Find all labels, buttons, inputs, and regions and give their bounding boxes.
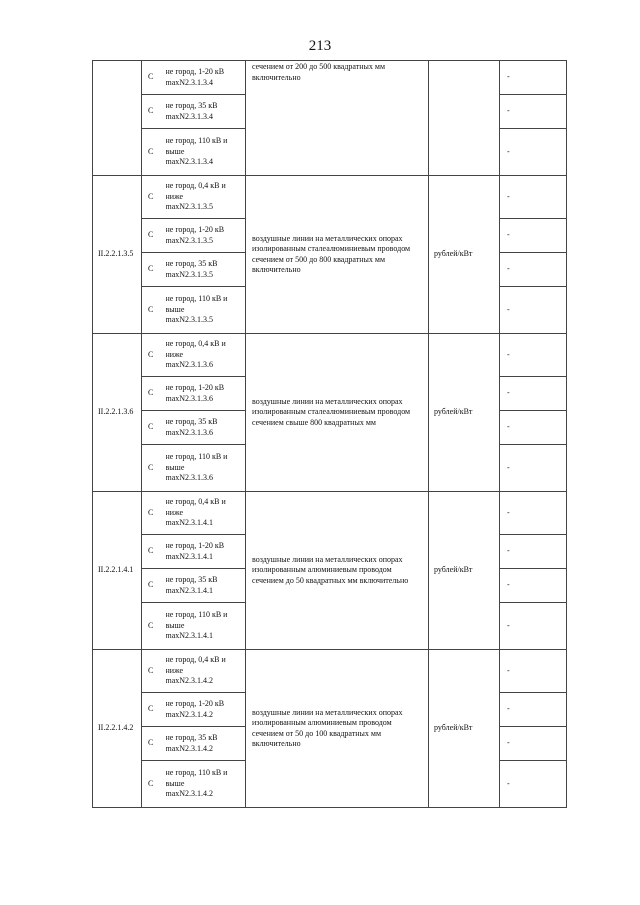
voltage-description xyxy=(164,287,246,334)
voltage-description xyxy=(164,129,246,176)
table-row xyxy=(93,61,567,95)
unit-label xyxy=(429,61,500,176)
line-description-line: сечением от 50 до 100 квадратных мм xyxy=(252,728,382,738)
line-description-line: воздушные линии на металлических опорах xyxy=(252,707,403,717)
voltage-description-line: не город, 35 кВ xyxy=(165,417,218,426)
rate-value: - xyxy=(500,445,567,492)
voltage-description-line: maxN2.3.1.4.1 xyxy=(165,631,214,641)
rate-value: - xyxy=(500,603,567,650)
rate-value: - xyxy=(500,693,567,727)
category-letter: С xyxy=(142,334,164,377)
category-letter: С xyxy=(142,61,164,95)
rate-value: - xyxy=(500,727,567,761)
category-letter: С xyxy=(142,693,164,727)
item-code: II.2.2.1.4.1 xyxy=(93,492,142,650)
rate-value: - xyxy=(500,411,567,445)
line-description-line: сечением свыше 800 квадратных мм xyxy=(252,417,376,427)
rate-value: - xyxy=(500,492,567,535)
voltage-description-line: maxN2.3.1.3.6 xyxy=(165,360,214,370)
voltage-description-line: выше xyxy=(165,462,185,472)
voltage-description xyxy=(164,377,246,411)
voltage-description-line: maxN2.3.1.4.2 xyxy=(165,789,214,799)
voltage-description-line: maxN2.3.1.4.1 xyxy=(165,518,214,528)
voltage-description-line: maxN2.3.1.3.4 xyxy=(165,157,214,167)
line-description-line: включительно xyxy=(252,739,301,748)
voltage-description-line: не город, 110 кВ и xyxy=(165,610,228,620)
voltage-description-line: не город, 1-20 кВ xyxy=(165,699,225,708)
category-letter: С xyxy=(142,727,164,761)
item-code xyxy=(93,61,142,176)
line-description-line: изолированным сталеалюминиевым проводом xyxy=(252,407,411,417)
rate-value: - xyxy=(500,253,567,287)
voltage-description-line: не город, 110 кВ и xyxy=(165,452,228,462)
voltage-description-line: не город, 35 кВ xyxy=(165,733,218,742)
category-letter: С xyxy=(142,287,164,334)
category-letter: С xyxy=(142,377,164,411)
rate-value: - xyxy=(500,95,567,129)
item-code: II.2.2.1.4.2 xyxy=(93,650,142,808)
voltage-description-line: не город, 110 кВ и xyxy=(165,768,228,778)
category-letter: С xyxy=(142,535,164,569)
voltage-description xyxy=(164,535,246,569)
voltage-description xyxy=(164,693,246,727)
unit-label: рублей/кВт xyxy=(429,650,500,808)
voltage-description-line: выше xyxy=(165,146,185,156)
rate-value: - xyxy=(500,219,567,253)
table-row xyxy=(93,492,567,535)
voltage-description xyxy=(164,61,246,95)
category-letter: С xyxy=(142,95,164,129)
category-letter: С xyxy=(142,650,164,693)
table-row xyxy=(93,176,567,219)
table-row xyxy=(93,334,567,377)
table-body xyxy=(93,61,567,808)
voltage-description-line: ниже xyxy=(165,507,184,517)
voltage-description-line: ниже xyxy=(165,665,184,675)
voltage-description-line: ниже xyxy=(165,349,184,359)
unit-label: рублей/кВт xyxy=(429,176,500,334)
voltage-description xyxy=(164,761,246,808)
unit-label: рублей/кВт xyxy=(429,492,500,650)
rate-value: - xyxy=(500,569,567,603)
voltage-description-line: не город, 35 кВ xyxy=(165,101,218,110)
category-letter: С xyxy=(142,492,164,535)
rate-value: - xyxy=(500,535,567,569)
item-code: II.2.2.1.3.6 xyxy=(93,334,142,492)
voltage-description-line: maxN2.3.1.3.6 xyxy=(165,427,214,437)
rate-value: - xyxy=(500,334,567,377)
voltage-description-line: не город, 1-20 кВ xyxy=(165,67,225,76)
voltage-description-line: не город, 35 кВ xyxy=(165,259,218,268)
category-letter: С xyxy=(142,603,164,650)
voltage-description xyxy=(164,411,246,445)
voltage-description-line: выше xyxy=(165,778,185,788)
line-description-line: изолированным алюминиевым проводом xyxy=(252,565,392,575)
rate-value: - xyxy=(500,377,567,411)
line-description-line: сечением до 50 квадратных мм включительно xyxy=(252,575,409,585)
voltage-description-line: не город, 110 кВ и xyxy=(165,294,228,304)
line-description-line: воздушные линии на металлических опорах xyxy=(252,396,403,406)
line-description xyxy=(246,334,429,492)
line-description-line: воздушные линии на металлических опорах xyxy=(252,233,403,243)
category-letter: С xyxy=(142,445,164,492)
voltage-description-line: maxN2.3.1.3.4 xyxy=(165,77,214,87)
line-description-line: изолированным сталеалюминиевым проводом xyxy=(252,244,411,253)
voltage-description xyxy=(164,569,246,603)
voltage-description-line: не город, 1-20 кВ xyxy=(165,383,225,392)
voltage-description-line: выше xyxy=(165,620,185,630)
voltage-description-line: ниже xyxy=(165,191,184,201)
voltage-description xyxy=(164,219,246,253)
voltage-description-line: не город, 1-20 кВ xyxy=(165,225,225,234)
voltage-description-line: maxN2.3.1.4.2 xyxy=(165,676,214,686)
voltage-description xyxy=(164,727,246,761)
voltage-description-line: maxN2.3.1.3.5 xyxy=(165,269,214,279)
voltage-description-line: не город, 0,4 кВ и xyxy=(165,497,226,507)
page-number: 213 xyxy=(308,38,332,54)
category-letter: С xyxy=(142,129,164,176)
voltage-description xyxy=(164,95,246,129)
rate-value: - xyxy=(500,761,567,808)
line-description xyxy=(246,650,429,808)
rate-value: - xyxy=(500,129,567,176)
voltage-description xyxy=(164,650,246,693)
voltage-description-line: maxN2.3.1.4.2 xyxy=(165,709,214,719)
voltage-description-line: выше xyxy=(165,304,185,314)
voltage-description-line: maxN2.3.1.4.1 xyxy=(165,585,214,595)
line-description xyxy=(246,492,429,650)
rate-value: - xyxy=(500,650,567,693)
line-description-line: изолированным алюминиевым проводом xyxy=(252,718,392,727)
voltage-description-line: maxN2.3.1.3.5 xyxy=(165,202,214,212)
voltage-description xyxy=(164,334,246,377)
line-description-line: сечением от 200 до 500 квадратных мм xyxy=(252,62,386,71)
line-description xyxy=(246,176,429,334)
category-letter: С xyxy=(142,411,164,445)
voltage-description-line: не город, 35 кВ xyxy=(165,575,218,584)
rate-value: - xyxy=(500,176,567,219)
category-letter: С xyxy=(142,761,164,808)
voltage-description-line: maxN2.3.1.3.5 xyxy=(165,315,214,325)
rate-value: - xyxy=(500,287,567,334)
table-row xyxy=(93,650,567,693)
rate-value: - xyxy=(500,61,567,95)
voltage-description xyxy=(164,603,246,650)
voltage-description-line: не город, 0,4 кВ и xyxy=(165,655,226,665)
voltage-description-line: не город, 0,4 кВ и xyxy=(165,181,226,191)
unit-label: рублей/кВт xyxy=(429,334,500,492)
voltage-description-line: maxN2.3.1.3.4 xyxy=(165,111,214,121)
voltage-description-line: maxN2.3.1.3.6 xyxy=(165,473,214,483)
voltage-description xyxy=(164,492,246,535)
line-description xyxy=(246,61,429,176)
line-description-line: воздушные линии на металлических опорах xyxy=(252,554,403,564)
voltage-description-line: не город, 1-20 кВ xyxy=(165,541,225,550)
voltage-description-line: не город, 0,4 кВ и xyxy=(165,339,226,349)
category-letter: С xyxy=(142,569,164,603)
voltage-description-line: не город, 110 кВ и xyxy=(165,136,228,146)
tariff-table xyxy=(92,60,567,808)
category-letter: С xyxy=(142,176,164,219)
voltage-description xyxy=(164,253,246,287)
voltage-description xyxy=(164,445,246,492)
voltage-description xyxy=(164,176,246,219)
line-description-line: включительно xyxy=(252,265,301,274)
line-description-line: включительно xyxy=(252,72,301,82)
voltage-description-line: maxN2.3.1.4.2 xyxy=(165,743,214,753)
line-description-line: сечением от 500 до 800 квадратных мм xyxy=(252,254,386,264)
voltage-description-line: maxN2.3.1.3.6 xyxy=(165,393,214,403)
item-code: II.2.2.1.3.5 xyxy=(93,176,142,334)
category-letter: С xyxy=(142,253,164,287)
voltage-description-line: maxN2.3.1.3.5 xyxy=(165,235,214,245)
category-letter: С xyxy=(142,219,164,253)
voltage-description-line: maxN2.3.1.4.1 xyxy=(165,551,214,561)
